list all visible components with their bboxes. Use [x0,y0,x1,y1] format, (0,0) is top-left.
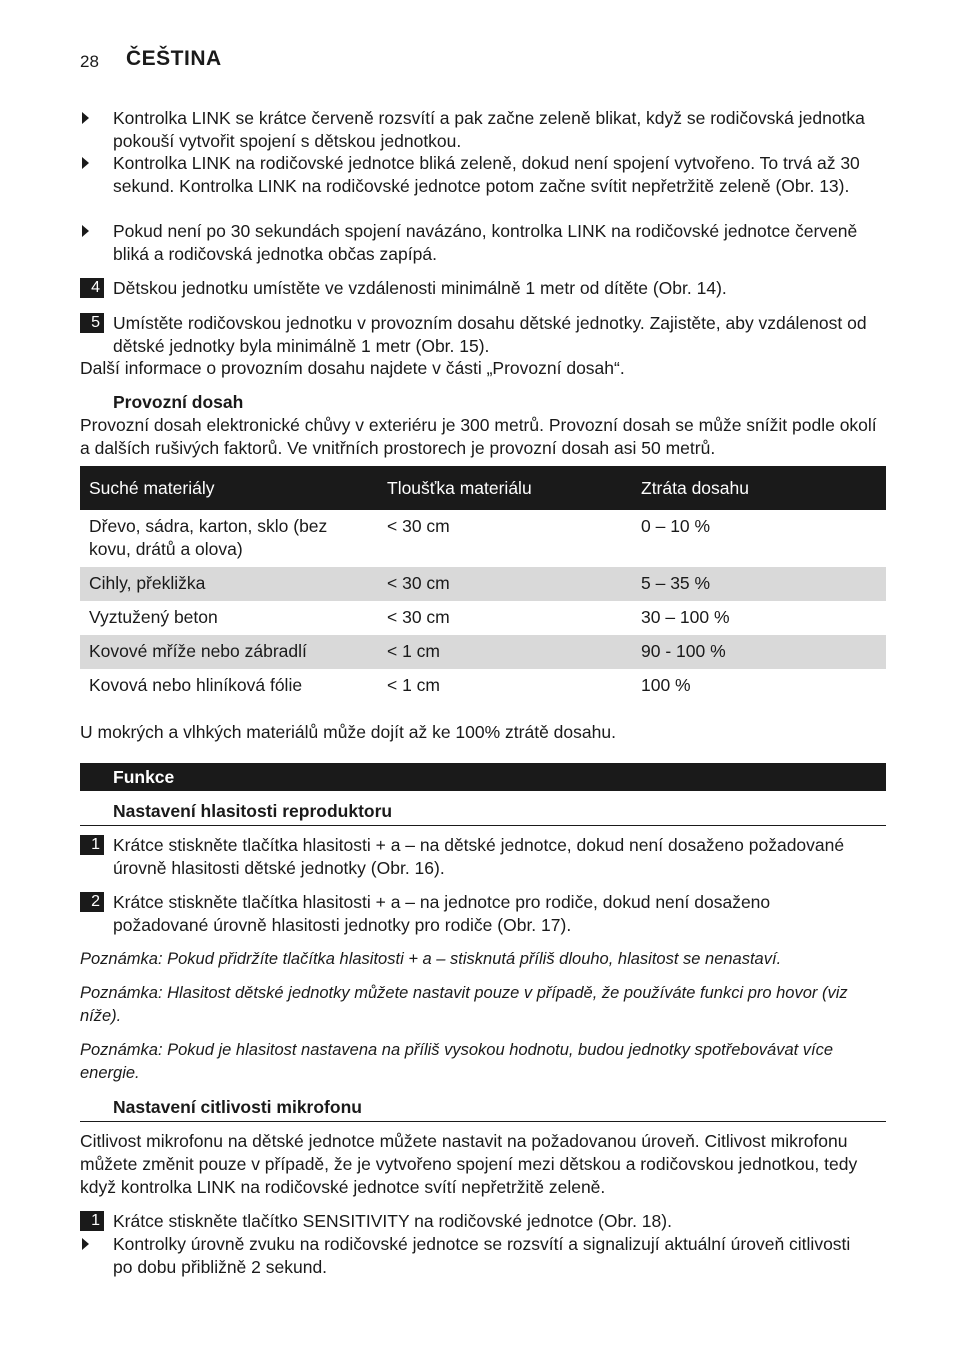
step-number: 4 [80,278,104,298]
table-header-row [80,466,886,510]
step-text: Krátce stiskněte tlačítka hlasitosti + a – na jednotce pro rodiče, dokud není dosaženo požadované úrovně hlasitosti jednotky pro rodiče (Obr. 17). [113,892,771,935]
list-item [80,1233,870,1279]
bullet-arrow-icon [82,112,89,124]
step-item [80,312,870,358]
step-item [80,891,870,937]
step-number: 1 [80,835,104,855]
list-item [80,152,870,198]
table-cell: < 30 cm [387,607,450,627]
heading-divider [80,1121,886,1122]
table-cell: 5 – 35 % [632,567,886,601]
table-cell: Kovová nebo hliníková fólie [89,675,303,695]
mic-heading: Nastavení citlivosti mikrofonu [113,1097,362,1117]
table-row [80,601,886,635]
step-number: 1 [80,1211,104,1231]
column-header: Tloušťka materiálu [378,466,632,510]
note-text: Poznámka: Pokud je hlasitost nastavena na příliš vysokou hodnotu, budou jednotky spotřebovávat více energie. [80,1041,834,1082]
bullet-text: Pokud není po 30 sekundách spojení navázáno, kontrolka LINK na rodičovské jednotce červeně bliká a rodičovská jednotka občas zapípá. [113,221,858,264]
table-cell: 90 - 100 % [632,635,886,669]
table-cell: 100 % [641,675,691,695]
list-item [80,220,870,266]
step-item [80,834,870,880]
table-cell: < 1 cm [387,675,441,695]
note-text: Poznámka: Hlasitost dětské jednotky můžete nastavit pouze v případě, že používáte funkci pro hovor (viz níže). [80,984,848,1025]
column-header: Suché materiály [80,466,378,510]
heading-divider [80,825,886,826]
note-text: Poznámka: Pokud přidržíte tlačítka hlasitosti + a – stisknutá příliš dlouho, hlasitost se nenastaví. [80,950,782,968]
wet-materials-note: U mokrých a vlhkých materiálů může dojít až ke 100% ztrátě dosahu. [80,722,616,742]
table-cell: Cihly, překližka [80,567,378,601]
table-cell: < 30 cm [378,567,632,601]
range-intro: Provozní dosah elektronické chůvy v exteriéru je 300 metrů. Provozní dosah se může snížit podle okolí a dalších rušivých faktorů. Ve vnitřních prostorech je provozní dosah asi 50 metrů. [80,415,877,458]
list-item [80,107,870,153]
page-number: 28 [80,52,99,71]
table-cell: < 1 cm [378,635,632,669]
table-row [80,669,886,703]
step-item [80,277,870,300]
section-title-bar: Funkce [80,763,886,791]
step-text: Krátce stiskněte tlačítko SENSITIVITY na rodičovské jednotce (Obr. 18). [113,1211,672,1231]
bullet-text: Kontrolky úrovně zvuku na rodičovské jednotce se rozsvítí a signalizují aktuální úroveň citlivosti po dobu přibližně 2 sekund. [113,1234,851,1277]
table-row [80,567,886,601]
table-cell: 30 – 100 % [641,607,730,627]
column-header: Ztráta dosahu [632,466,886,510]
more-info-text: Další informace o provozním dosahu najdete v části „Provozní dosah“. [80,358,625,378]
range-heading: Provozní dosah [113,392,244,412]
step-number: 5 [80,313,104,333]
step-text: Umístěte rodičovskou jednotku v provozním dosahu dětské jednotky. Zajistěte, aby vzdálenost od dětské jednotky byla minimálně 1 metr (Obr. 15). [113,313,867,356]
step-text: Dětskou jednotku umístěte ve vzdálenosti minimálně 1 metr od dítěte (Obr. 14). [113,278,727,298]
bullet-text: Kontrolka LINK na rodičovské jednotce bliká zeleně, dokud není spojení vytvořeno. To trvá až 30 sekund. Kontrolka LINK na rodičovské jednotce potom začne svítit nepřetržitě zeleně (Obr. 13). [113,153,860,196]
mic-intro: Citlivost mikrofonu na dětské jednotce můžete nastavit na požadovanou úroveň. Citlivost mikrofonu můžete změnit pouze v případě, že je vytvořeno spojení mezi dětskou a rodičovskou jednotkou, tedy když kontrolka LINK na rodičovské jednotce svítí nepřetržitě zeleně. [80,1131,858,1197]
table-cell: 0 – 10 % [641,516,711,536]
table-cell: Kovové mříže nebo zábradlí [80,635,378,669]
bullet-arrow-icon [82,225,89,237]
bullet-arrow-icon [82,157,89,169]
table-row [80,635,886,669]
step-item [80,1210,870,1233]
volume-heading: Nastavení hlasitosti reproduktoru [113,801,393,821]
table-cell: < 30 cm [387,516,450,536]
range-table [80,466,886,703]
language-heading: ČEŠTINA [126,47,222,70]
bullet-arrow-icon [82,1238,89,1250]
table-cell: Dřevo, sádra, karton, sklo (bez kovu, drátů a olova) [89,516,328,559]
step-number: 2 [80,892,104,912]
bullet-text: Kontrolka LINK se krátce červeně rozsvítí a pak začne zeleně blikat, když se rodičovská jednotka pokouší vytvořit spojení s dětskou jednotkou. [113,108,865,151]
step-text: Krátce stiskněte tlačítka hlasitosti + a – na dětské jednotce, dokud není dosaženo požadované úrovně hlasitosti dětské jednotky (Obr. 16). [113,835,845,878]
table-row [80,510,886,567]
table-cell: Vyztužený beton [89,607,218,627]
